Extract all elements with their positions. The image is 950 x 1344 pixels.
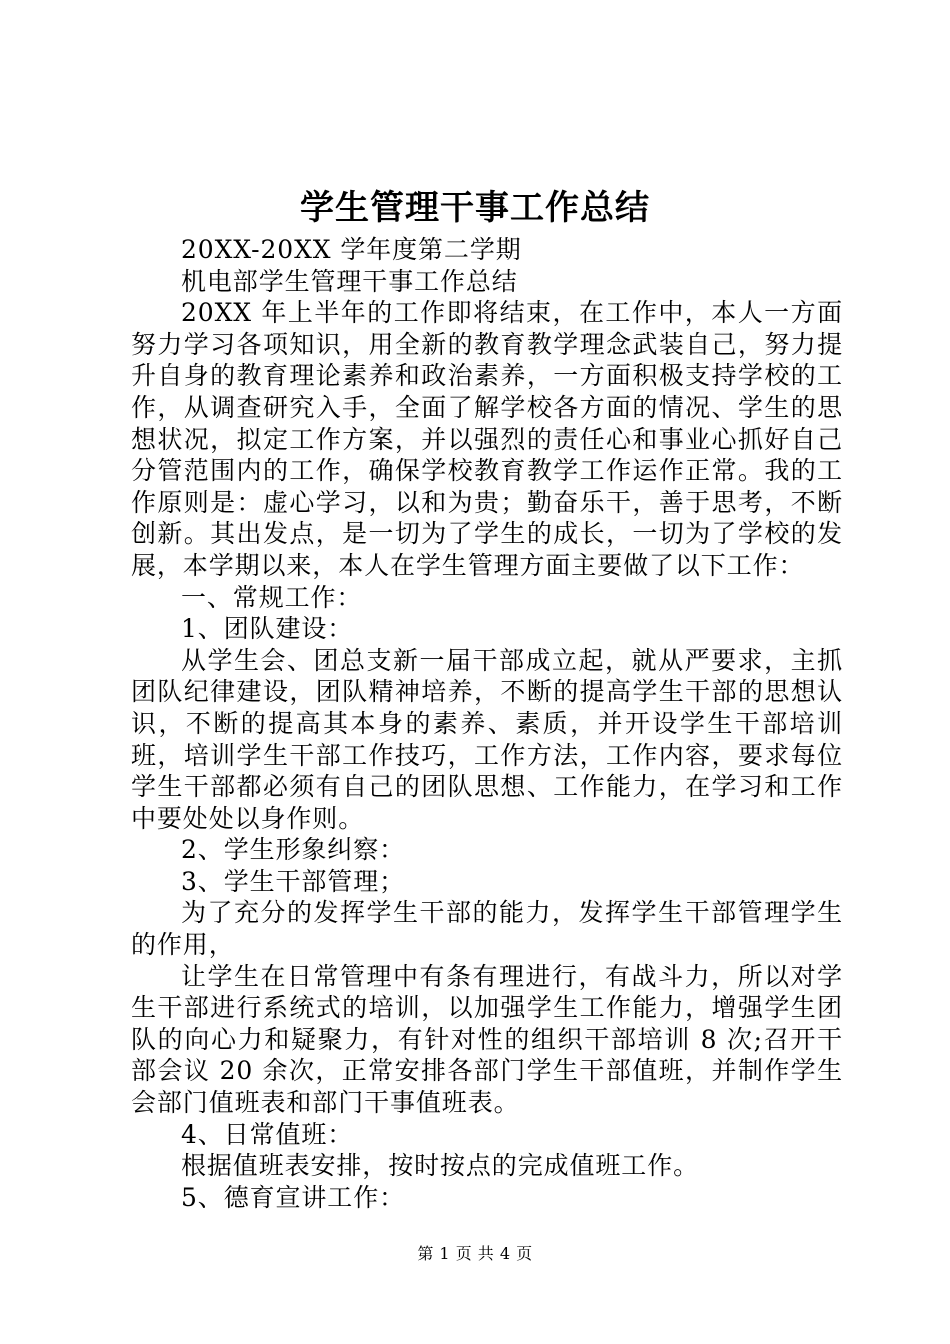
document-body <box>131 234 843 1213</box>
section-heading-routine-work: 一、常规工作： <box>181 582 363 612</box>
paragraph-intro: 20XX 年上半年的工作即将结束，在工作中，本人一方面努力学习各项知识，用全新的教育教学理念武装自己，努力提升自身的教育理论素养和政治素养，一方面积极支持学校的工作，从调查研究入手，全面了解学校各方面的情况、学生的思想状况，拟定工作方案，并以强烈的责任心和事业心抓好自己分管范围内的工作，确保学校教育教学工作运作正常。我的工作原则是：虚心学习，以和为贵；勤奋乐干，善于思考，不断创新。其出发点，是一切为了学生的成长，一切为了学校的发展，本学期以来，本人在学生管理方面主要做了以下工作： <box>131 298 843 580</box>
paragraph-term: 20XX-20XX 学年度第二学期 <box>181 235 522 264</box>
paragraph-subtitle: 机电部学生管理干事工作总结 <box>181 266 518 296</box>
page-number-footer: 第 1 页 共 4 页 <box>417 1244 533 1263</box>
page-title: 学生管理干事工作总结 <box>300 188 650 228</box>
item-heading-daily-duty: 4、日常值班： <box>181 1119 354 1149</box>
paragraph-cadre-training: 让学生在日常管理中有条有理进行，有战斗力，所以对学生干部进行系统式的培训，以加强学生工作能力，增强学生团队的向心力和疑聚力，有针对性的组织干部培训 8 次;召开干部会议 20 余次，正常安排各部门学生干部值班，并制作学生会部门值班表和部门干事值班表。 <box>131 961 843 1118</box>
item-heading-moral-education: 5、德育宣讲工作： <box>181 1182 406 1212</box>
paragraph-daily-duty: 根据值班表安排，按时按点的完成值班工作。 <box>181 1151 700 1181</box>
paragraph-cadre-role: 为了充分的发挥学生干部的能力，发挥学生干部管理学生的作用， <box>131 898 843 960</box>
item-heading-cadre-management: 3、学生干部管理； <box>181 866 406 896</box>
item-heading-team-building: 1、团队建设： <box>181 614 354 644</box>
paragraph-team-building: 从学生会、团总支新一届干部成立起，就从严要求，主抓团队纪律建设，团队精神培养，不断的提高学生干部的思想认识，不断的提高其本身的素养、素质，并开设学生干部培训班，培训学生干部工作技巧，工作方法，工作内容，要求每位学生干部都必须有自己的团队思想、工作能力，在学习和工作中要处处以身作则。 <box>131 645 843 833</box>
item-heading-student-image: 2、学生形象纠察： <box>181 835 406 865</box>
